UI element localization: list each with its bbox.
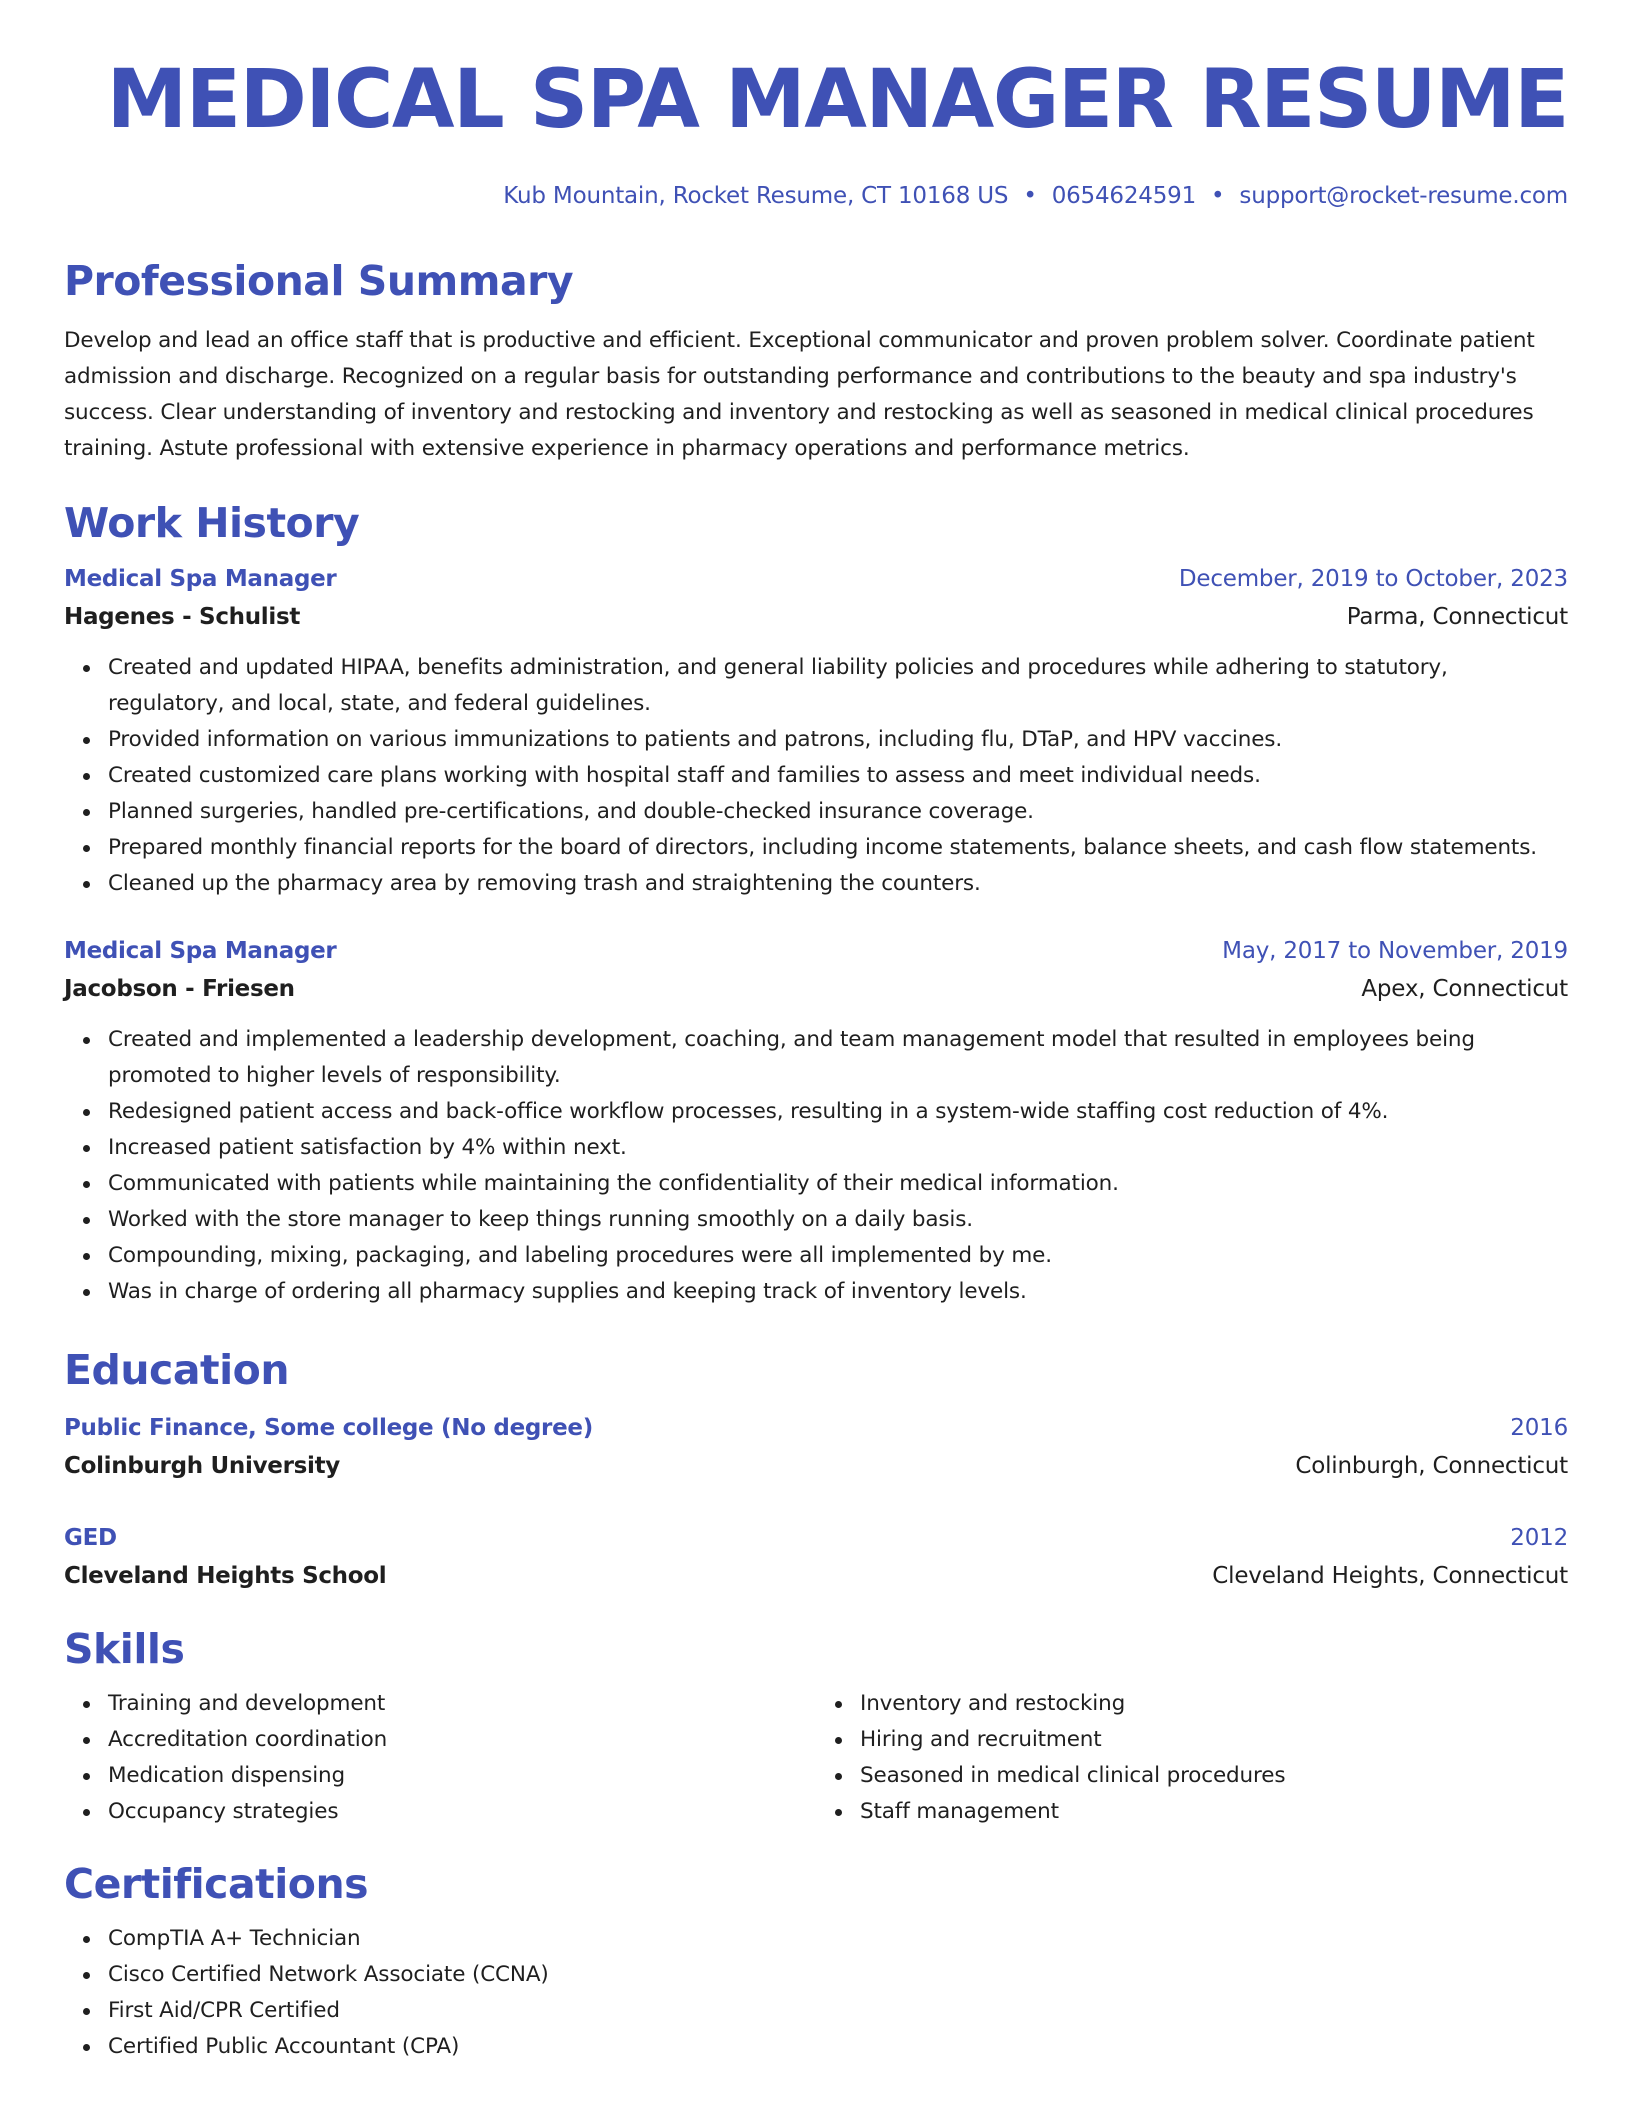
job-dates: May, 2017 to November, 2019 bbox=[1222, 938, 1568, 964]
education-degree: GED bbox=[64, 1525, 117, 1551]
job-entry bbox=[64, 932, 1568, 1310]
list-item: Occupancy strategies bbox=[108, 1794, 816, 1830]
education-location: Cleveland Heights, Connecticut bbox=[1212, 1563, 1568, 1589]
list-item: Created and updated HIPAA, benefits administration, and general liability policies and procedures while adhering to statutory, regulatory, and local, state, and federal guidelines. bbox=[108, 650, 1568, 722]
list-item: Medication dispensing bbox=[108, 1758, 816, 1794]
skills-heading: Skills bbox=[64, 1625, 185, 1673]
education-degree-row bbox=[64, 1519, 1568, 1557]
job-company: Hagenes - Schulist bbox=[64, 604, 301, 630]
job-location: Apex, Connecticut bbox=[1361, 976, 1568, 1002]
work-history-heading: Work History bbox=[64, 499, 360, 547]
contact-email[interactable]: support@rocket-resume.com bbox=[1239, 183, 1568, 209]
list-item: Planned surgeries, handled pre-certifications, and double-checked insurance coverage. bbox=[108, 794, 1568, 830]
education-school-row bbox=[64, 1557, 1568, 1595]
summary-text: Develop and lead an office staff that is productive and efficient. Exceptional communicator and proven problem solver. Coordinate patient admission and discharge. Recognized on a regular basis for outstanding performance and contributions to the beauty and spa industry's success. Clear understanding of inventory and restocking and inventory and restocking as well as seasoned in medical clinical procedures training. Astute professional with extensive experience in pharmacy operations and performance metrics. bbox=[64, 328, 1535, 461]
list-item: Hiring and recruitment bbox=[860, 1722, 1568, 1758]
list-item: Staff management bbox=[860, 1794, 1568, 1830]
list-item: Cleaned up the pharmacy area by removing trash and straightening the counters. bbox=[108, 866, 1568, 902]
education-year: 2012 bbox=[1510, 1525, 1568, 1551]
contact-separator: • bbox=[1023, 183, 1037, 209]
education-degree: Public Finance, Some college (No degree) bbox=[64, 1415, 593, 1441]
education-school: Cleveland Heights School bbox=[64, 1563, 387, 1589]
education-year: 2016 bbox=[1510, 1415, 1568, 1441]
job-dates: December, 2019 to October, 2023 bbox=[1178, 566, 1568, 592]
certifications-list bbox=[64, 1921, 1568, 2065]
list-item: First Aid/CPR Certified bbox=[108, 1993, 1568, 2029]
job-company-row bbox=[64, 598, 1568, 636]
skills-list-left bbox=[64, 1686, 816, 1830]
list-item: Compounding, mixing, packaging, and labeling procedures were all implemented by me. bbox=[108, 1238, 1568, 1274]
certifications-heading: Certifications bbox=[64, 1860, 369, 1908]
contact-address: Kub Mountain, Rocket Resume, CT 10168 US bbox=[503, 183, 1009, 209]
job-role: Medical Spa Manager bbox=[64, 938, 337, 964]
contact-phone: 0654624591 bbox=[1051, 183, 1197, 209]
list-item: Redesigned patient access and back-office workflow processes, resulting in a system-wide staffing cost reduction of 4%. bbox=[108, 1094, 1568, 1130]
list-item: CompTIA A+ Technician bbox=[108, 1921, 1568, 1957]
education-entry bbox=[64, 1409, 1568, 1485]
job-role: Medical Spa Manager bbox=[64, 566, 337, 592]
resume-title: MEDICAL SPA MANAGER RESUME bbox=[106, 53, 1568, 147]
list-item: Created and implemented a leadership development, coaching, and team management model that resulted in employees being promoted to higher levels of responsibility. bbox=[108, 1022, 1568, 1094]
list-item: Increased patient satisfaction by 4% within next. bbox=[108, 1130, 1568, 1166]
job-company-row bbox=[64, 970, 1568, 1008]
job-title-row bbox=[64, 560, 1568, 598]
education-location: Colinburgh, Connecticut bbox=[1295, 1453, 1568, 1479]
list-item: Training and development bbox=[108, 1686, 816, 1722]
list-item: Worked with the store manager to keep things running smoothly on a daily basis. bbox=[108, 1202, 1568, 1238]
skills-grid bbox=[64, 1686, 1568, 1830]
job-title-row bbox=[64, 932, 1568, 970]
summary-heading: Professional Summary bbox=[64, 257, 574, 305]
list-item: Created customized care plans working with hospital staff and families to assess and meet individual needs. bbox=[108, 758, 1568, 794]
education-degree-row bbox=[64, 1409, 1568, 1447]
list-item: Provided information on various immunizations to patients and patrons, including flu, DTaP, and HPV vaccines. bbox=[108, 722, 1568, 758]
education-school: Colinburgh University bbox=[64, 1453, 340, 1479]
job-entry bbox=[64, 560, 1568, 902]
list-item: Cisco Certified Network Associate (CCNA) bbox=[108, 1957, 1568, 1993]
contact-separator: • bbox=[1211, 183, 1225, 209]
job-bullets bbox=[64, 650, 1568, 902]
education-heading: Education bbox=[64, 1346, 290, 1394]
job-location: Parma, Connecticut bbox=[1346, 604, 1568, 630]
list-item: Prepared monthly financial reports for the board of directors, including income statements, balance sheets, and cash flow statements. bbox=[108, 830, 1568, 866]
education-entry bbox=[64, 1519, 1568, 1595]
contact-line bbox=[64, 183, 1568, 209]
education-school-row bbox=[64, 1447, 1568, 1485]
list-item: Inventory and restocking bbox=[860, 1686, 1568, 1722]
job-bullets bbox=[64, 1022, 1568, 1310]
skills-list-right bbox=[816, 1686, 1568, 1830]
job-company: Jacobson - Friesen bbox=[64, 976, 295, 1002]
list-item: Certified Public Accountant (CPA) bbox=[108, 2029, 1568, 2065]
list-item: Communicated with patients while maintaining the confidentiality of their medical information. bbox=[108, 1166, 1568, 1202]
list-item: Seasoned in medical clinical procedures bbox=[860, 1758, 1568, 1794]
list-item: Was in charge of ordering all pharmacy supplies and keeping track of inventory levels. bbox=[108, 1274, 1568, 1310]
list-item: Accreditation coordination bbox=[108, 1722, 816, 1758]
